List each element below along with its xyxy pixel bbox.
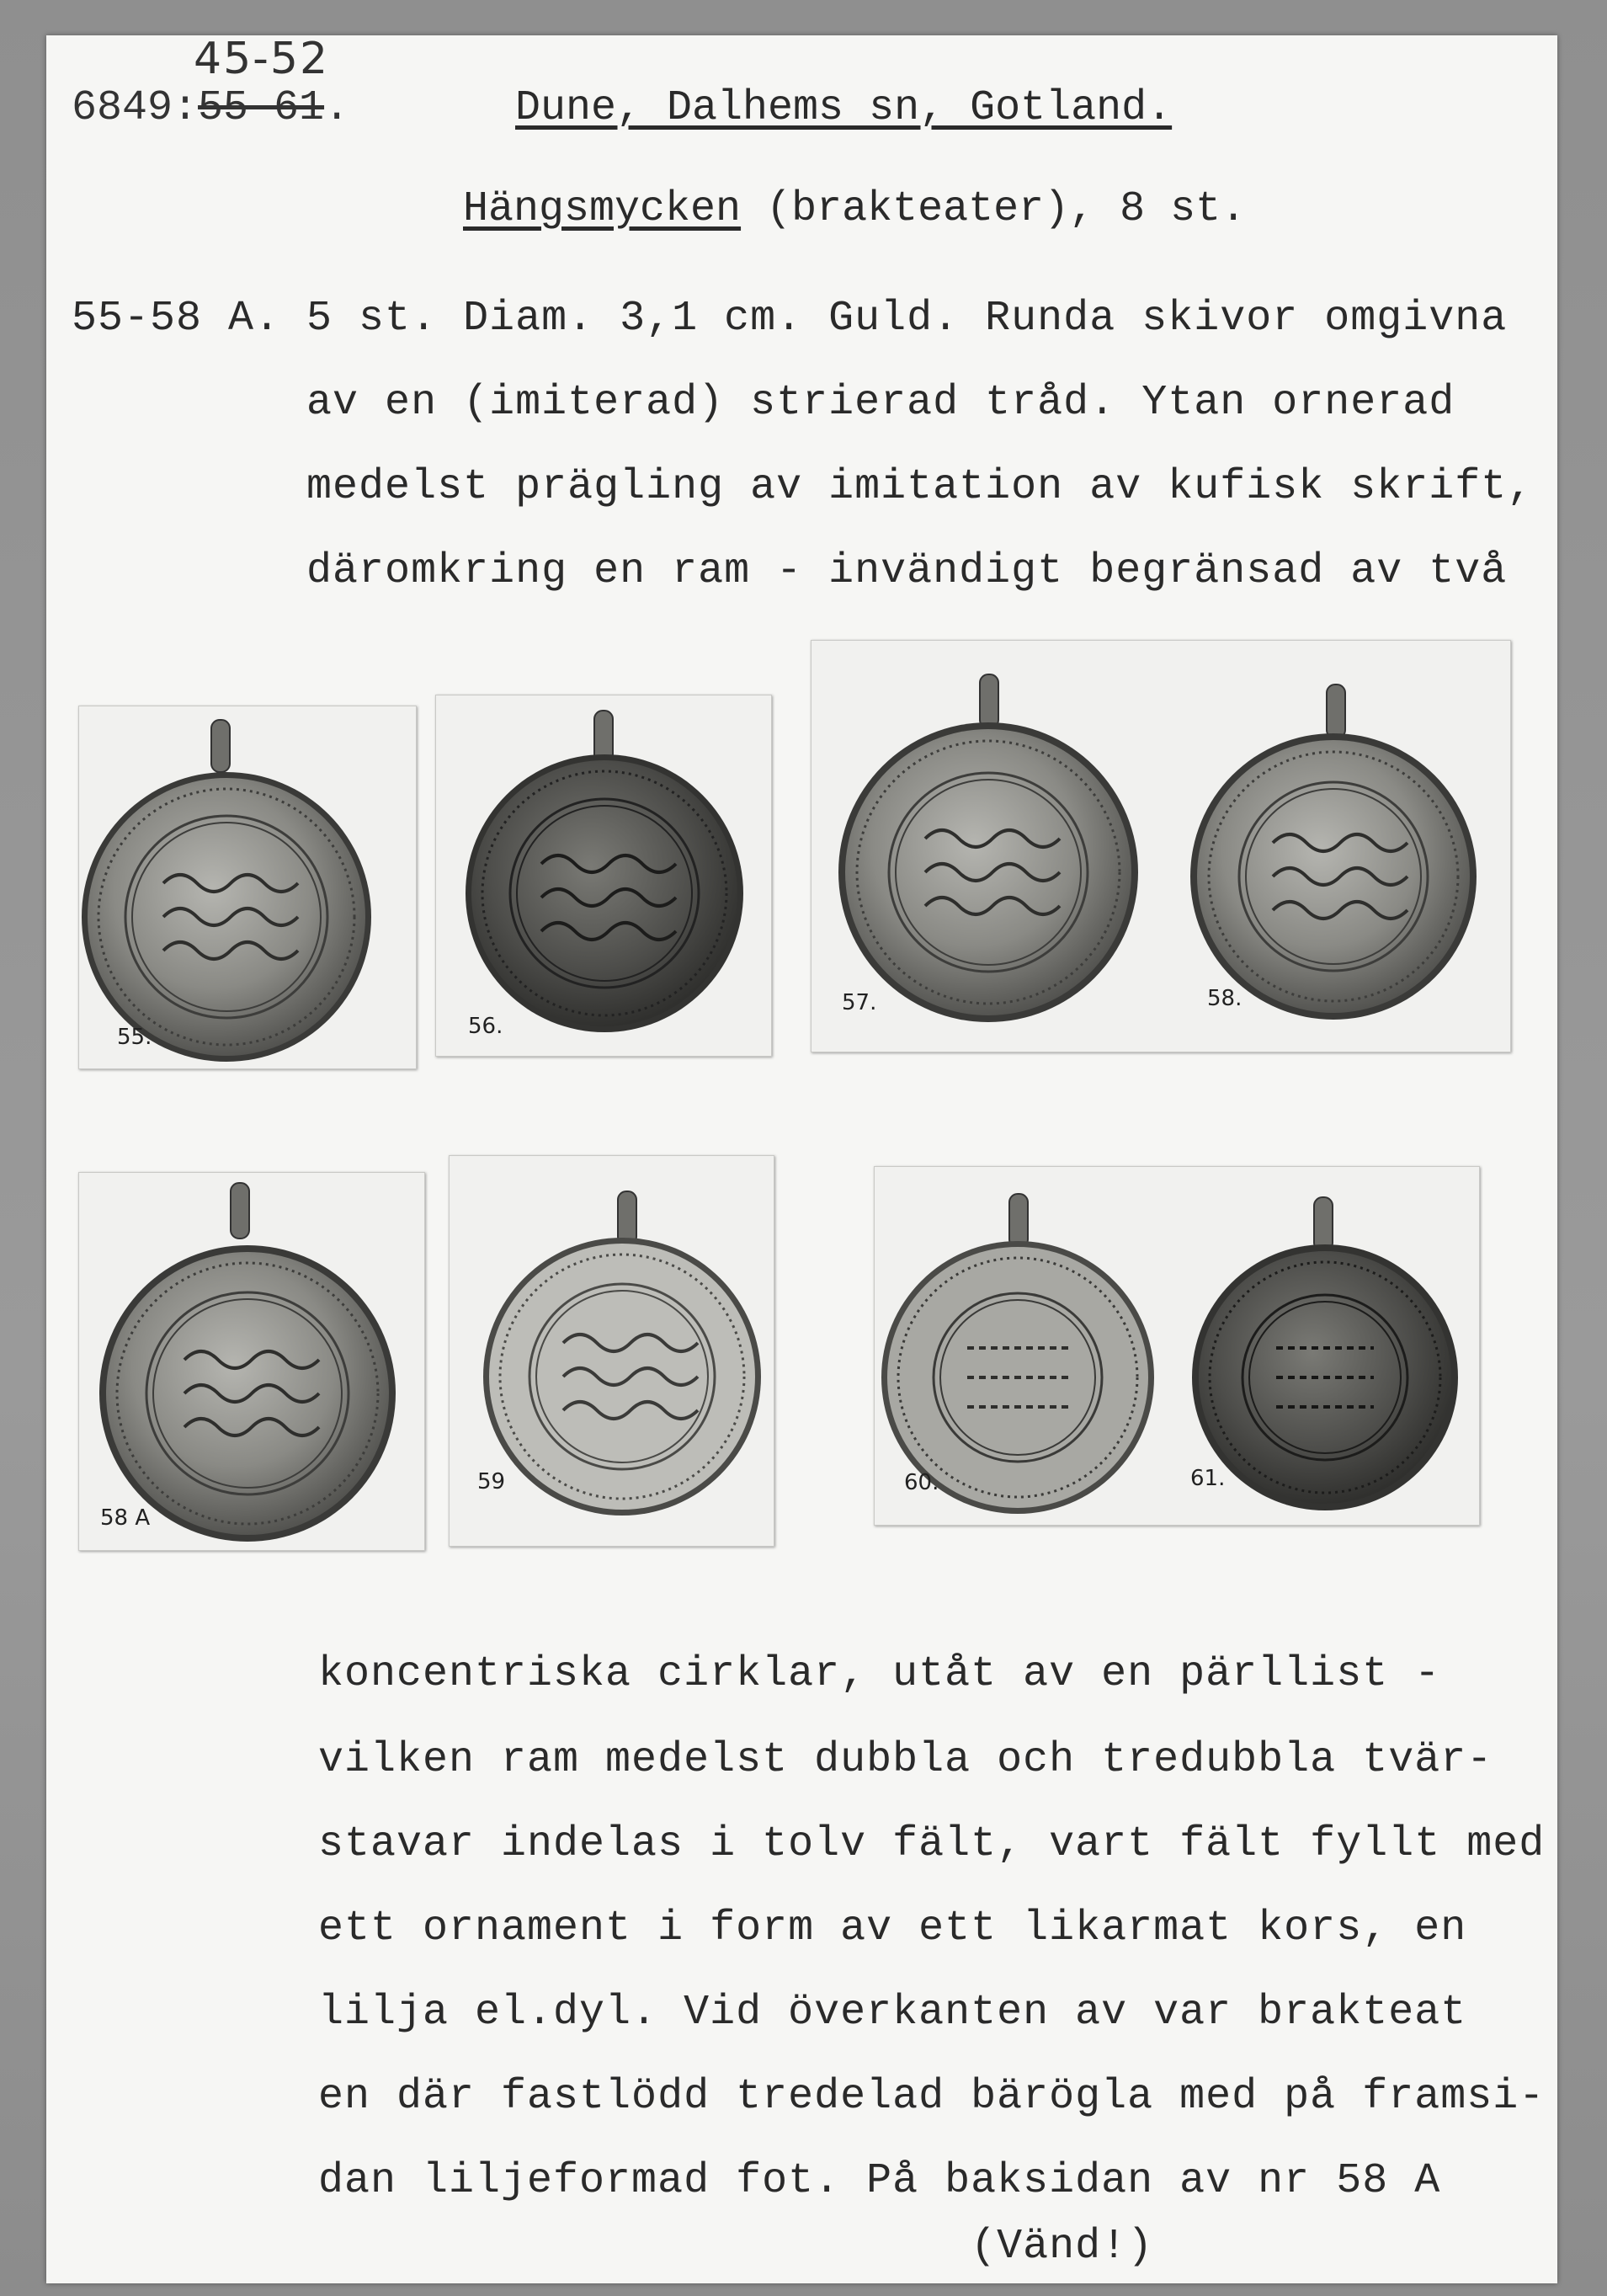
photo-coins-60-61 bbox=[874, 1166, 1480, 1526]
subject-term: Hängsmycken bbox=[463, 185, 742, 233]
coin-label: 58 A bbox=[100, 1505, 151, 1531]
text-line: medelst prägling av imitation av kufisk skrift, bbox=[72, 463, 1534, 511]
bracteate-image bbox=[875, 1167, 1479, 1525]
handwritten-number: 45-52 bbox=[194, 34, 330, 84]
coin-label: 57. bbox=[842, 990, 877, 1015]
bracteate-image bbox=[79, 706, 416, 1068]
coin-label: 59 bbox=[477, 1469, 506, 1494]
photo-coin-56 bbox=[435, 695, 772, 1057]
catalog-prefix: 6849: bbox=[72, 84, 199, 132]
bracteate-image bbox=[811, 641, 1510, 1052]
bracteate-image bbox=[436, 695, 771, 1056]
text-line: dan liljeformad fot. På baksidan av nr 58 A bbox=[318, 2157, 1441, 2205]
text-line: däromkring en ram - invändigt begränsad av två bbox=[72, 547, 1508, 595]
coin-label: 61. bbox=[1190, 1466, 1226, 1491]
text-line: av en (imiterad) strierad tråd. Ytan ornerad bbox=[72, 379, 1455, 427]
text-line: vilken ram medelst dubbla och tredubbla tvär- bbox=[318, 1736, 1493, 1784]
photo-coin-58A bbox=[78, 1172, 425, 1551]
text-line: koncentriska cirklar, utåt av en pärllist - bbox=[318, 1650, 1441, 1698]
catalog-number bbox=[72, 84, 349, 132]
photo-coin-55 bbox=[78, 706, 417, 1069]
text-line: en där fastlödd tredelad bärögla med på framsi- bbox=[318, 2073, 1546, 2121]
subject-rest: (brakteater), 8 st. bbox=[741, 185, 1247, 233]
photo-coin-59 bbox=[449, 1155, 774, 1547]
coin-label: 56. bbox=[468, 1014, 503, 1039]
text-line: 55-58 A. 5 st. Diam. 3,1 cm. Guld. Runda skivor omgivna bbox=[72, 295, 1508, 343]
catalog-suffix: . bbox=[324, 84, 350, 132]
coin-label: 58. bbox=[1207, 986, 1242, 1011]
photo-coins-57-58 bbox=[811, 640, 1511, 1052]
catalog-number-struck: 55-61 bbox=[198, 84, 325, 132]
site-title: Dune, Dalhems sn, Gotland. bbox=[515, 84, 1173, 132]
bracteate-image bbox=[79, 1173, 424, 1550]
coin-label: 55. bbox=[117, 1025, 152, 1050]
coin-label: 60. bbox=[904, 1470, 939, 1495]
subject-line bbox=[463, 185, 1246, 233]
text-line: ett ornament i form av ett likarmat kors, en bbox=[318, 1904, 1467, 1952]
text-line: lilja el.dyl. Vid överkanten av var brakteat bbox=[318, 1989, 1467, 2037]
text-line: stavar indelas i tolv fält, vart fält fyllt med bbox=[318, 1820, 1546, 1868]
text-line: (Vänd!) bbox=[318, 2223, 1154, 2271]
